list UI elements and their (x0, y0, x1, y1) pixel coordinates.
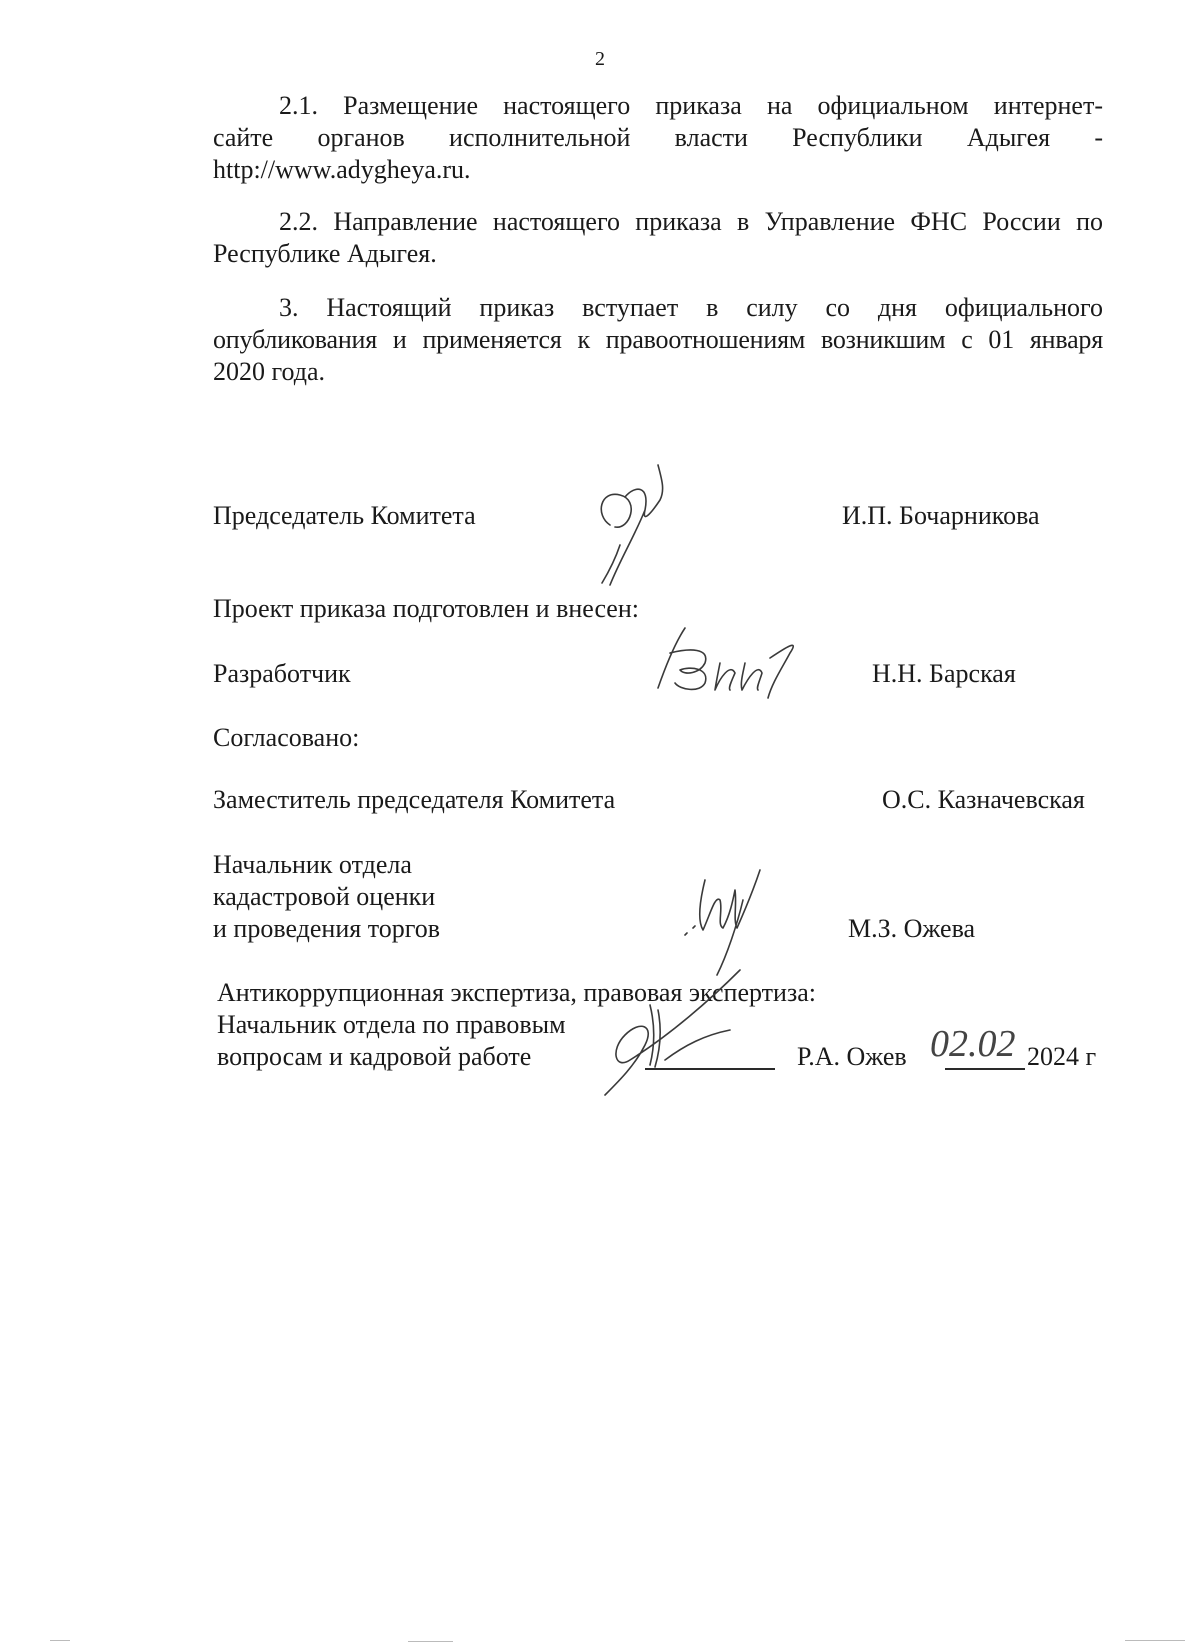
cadastral-position-line: и проведения торгов (213, 914, 441, 943)
paragraph-2-2 (213, 206, 1103, 270)
chairman-name: И.П. Бочарникова (842, 501, 1040, 530)
scan-artifact (408, 1641, 453, 1642)
deputy-name: О.С. Казначевская (882, 785, 1085, 814)
paragraph-line: 3. Настоящий приказ вступает в силу со дня официального (279, 293, 1103, 322)
legal-signature (600, 965, 780, 1105)
paragraph-2-1 (213, 90, 1103, 186)
date-underline (945, 1068, 1025, 1070)
paragraph-line: 2.1. Размещение настоящего приказа на официальном интернет- (279, 91, 1103, 120)
page-number: 2 (595, 48, 605, 70)
deputy-position: Заместитель председателя Комитета (213, 785, 616, 814)
developer-name: Н.Н. Барская (872, 659, 1016, 688)
paragraph-line: Республике Адыгея. (213, 239, 437, 268)
paragraph-line: сайте органов исполнительной власти Республики Адыгея - (213, 123, 1103, 152)
expertise-label: Антикоррупционная экспертиза, правовая экспертиза: (217, 978, 816, 1007)
cadastral-position-line: кадастровой оценки (213, 882, 436, 911)
chairman-position: Председатель Комитета (213, 501, 476, 530)
signature-line (645, 1068, 775, 1070)
handwritten-date: 02.02 (930, 1023, 1016, 1065)
developer-signature (650, 618, 810, 708)
cadastral-position-line: Начальник отдела (213, 850, 412, 879)
prepared-label: Проект приказа подготовлен и внесен: (213, 594, 639, 623)
legal-position-line: Начальник отдела по правовым (217, 1010, 566, 1039)
paragraph-3 (213, 292, 1103, 388)
scan-artifact (50, 1640, 70, 1641)
chairman-signature (590, 455, 700, 595)
developer-position: Разработчик (213, 659, 351, 688)
legal-name: Р.А. Ожев (797, 1042, 907, 1071)
cadastral-name: М.З. Ожева (848, 914, 976, 943)
date-year: 2024 г (1027, 1042, 1097, 1071)
cadastral-signature (675, 860, 785, 980)
agreed-label: Согласовано: (213, 723, 360, 752)
scan-artifact (1125, 1640, 1185, 1641)
legal-position-line: вопросам и кадровой работе (217, 1042, 532, 1071)
paragraph-line: опубликования и применяется к правоотношениям возникшим с 01 января (213, 325, 1103, 354)
paragraph-line: 2.2. Направление настоящего приказа в Управление ФНС России по (279, 207, 1103, 236)
paragraph-line: http://www.adygheya.ru. (213, 155, 471, 184)
paragraph-line: 2020 года. (213, 357, 326, 386)
